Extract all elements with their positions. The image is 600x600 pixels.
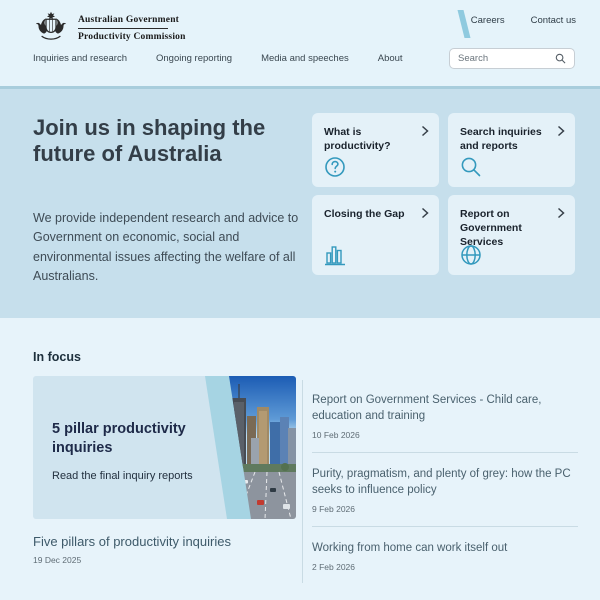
news-item-title: Working from home can work itself out (312, 542, 508, 555)
card-report-on-government-services[interactable] (448, 195, 575, 275)
logo-text[interactable] (78, 15, 186, 42)
card-what-is-productivity[interactable] (312, 113, 439, 187)
contact-us-link[interactable]: Contact us (530, 15, 576, 26)
feature-link[interactable] (33, 534, 301, 565)
chevron-right-icon (557, 207, 565, 219)
card-title: Closing the Gap (324, 208, 405, 220)
careers-link[interactable]: Careers (470, 15, 505, 26)
column-divider (302, 380, 303, 583)
search-box[interactable] (449, 48, 575, 69)
news-item-date: 2 Feb 2026 (312, 562, 356, 573)
news-item[interactable] (312, 392, 578, 453)
in-focus-heading: In focus (33, 350, 81, 364)
utility-links (471, 15, 576, 26)
news-item[interactable] (312, 466, 578, 527)
hero-section (0, 89, 600, 318)
card-closing-the-gap[interactable] (312, 195, 439, 275)
search-icon[interactable] (555, 53, 566, 64)
search-input[interactable] (458, 53, 555, 64)
hero-description: We provide independent research and advice to Government on economic, social and environmental issues affecting the welfare of all Australians. (33, 211, 299, 284)
logo-divider (78, 28, 168, 29)
chevron-right-icon (421, 207, 429, 219)
news-item-date: 10 Feb 2026 (312, 430, 360, 441)
site-header (0, 0, 600, 86)
hero-heading: Join us in shaping the future of Australia (33, 115, 266, 167)
nav-about[interactable]: About (377, 53, 403, 64)
card-title: Search inquiries and reports (460, 126, 542, 153)
news-list (312, 392, 578, 597)
feature-link-date: 19 Dec 2025 (33, 555, 82, 565)
in-focus-section (0, 318, 600, 600)
news-item-date: 9 Feb 2026 (312, 504, 356, 515)
nav-ongoing-reporting[interactable]: Ongoing reporting (156, 53, 233, 64)
coat-of-arms-icon (31, 10, 71, 46)
news-item-title: Purity, pragmatism, and plenty of grey: how the PC seeks to influence policy (312, 468, 571, 497)
globe-icon (460, 244, 482, 266)
nav-inquiries-and-research[interactable]: Inquiries and research (33, 53, 127, 64)
news-item[interactable] (312, 540, 578, 584)
chevron-right-icon (557, 125, 565, 137)
feature-banner-title: 5 pillar productivity inquiries (52, 421, 186, 456)
feature-link-title: Five pillars of productivity inquiries (33, 534, 231, 549)
nav-media-and-speeches[interactable]: Media and speeches (261, 53, 349, 64)
slash-decoration (458, 10, 471, 38)
news-item-title: Report on Government Services - Child care, education and training (312, 394, 542, 423)
main-navigation (33, 53, 403, 64)
question-circle-icon (324, 156, 346, 178)
feature-banner[interactable] (33, 376, 296, 519)
card-title: What is productivity? (324, 126, 391, 153)
bar-chart-icon (324, 244, 348, 266)
feature-banner-subtitle: Read the final inquiry reports (52, 470, 193, 482)
card-search-inquiries-reports[interactable] (448, 113, 575, 187)
logo-government-label: Australian Government (78, 15, 180, 25)
chevron-right-icon (421, 125, 429, 137)
card-title: Report on Government Services (460, 208, 522, 249)
search-icon (460, 156, 482, 178)
logo-agency-label: Productivity Commission (78, 32, 186, 42)
